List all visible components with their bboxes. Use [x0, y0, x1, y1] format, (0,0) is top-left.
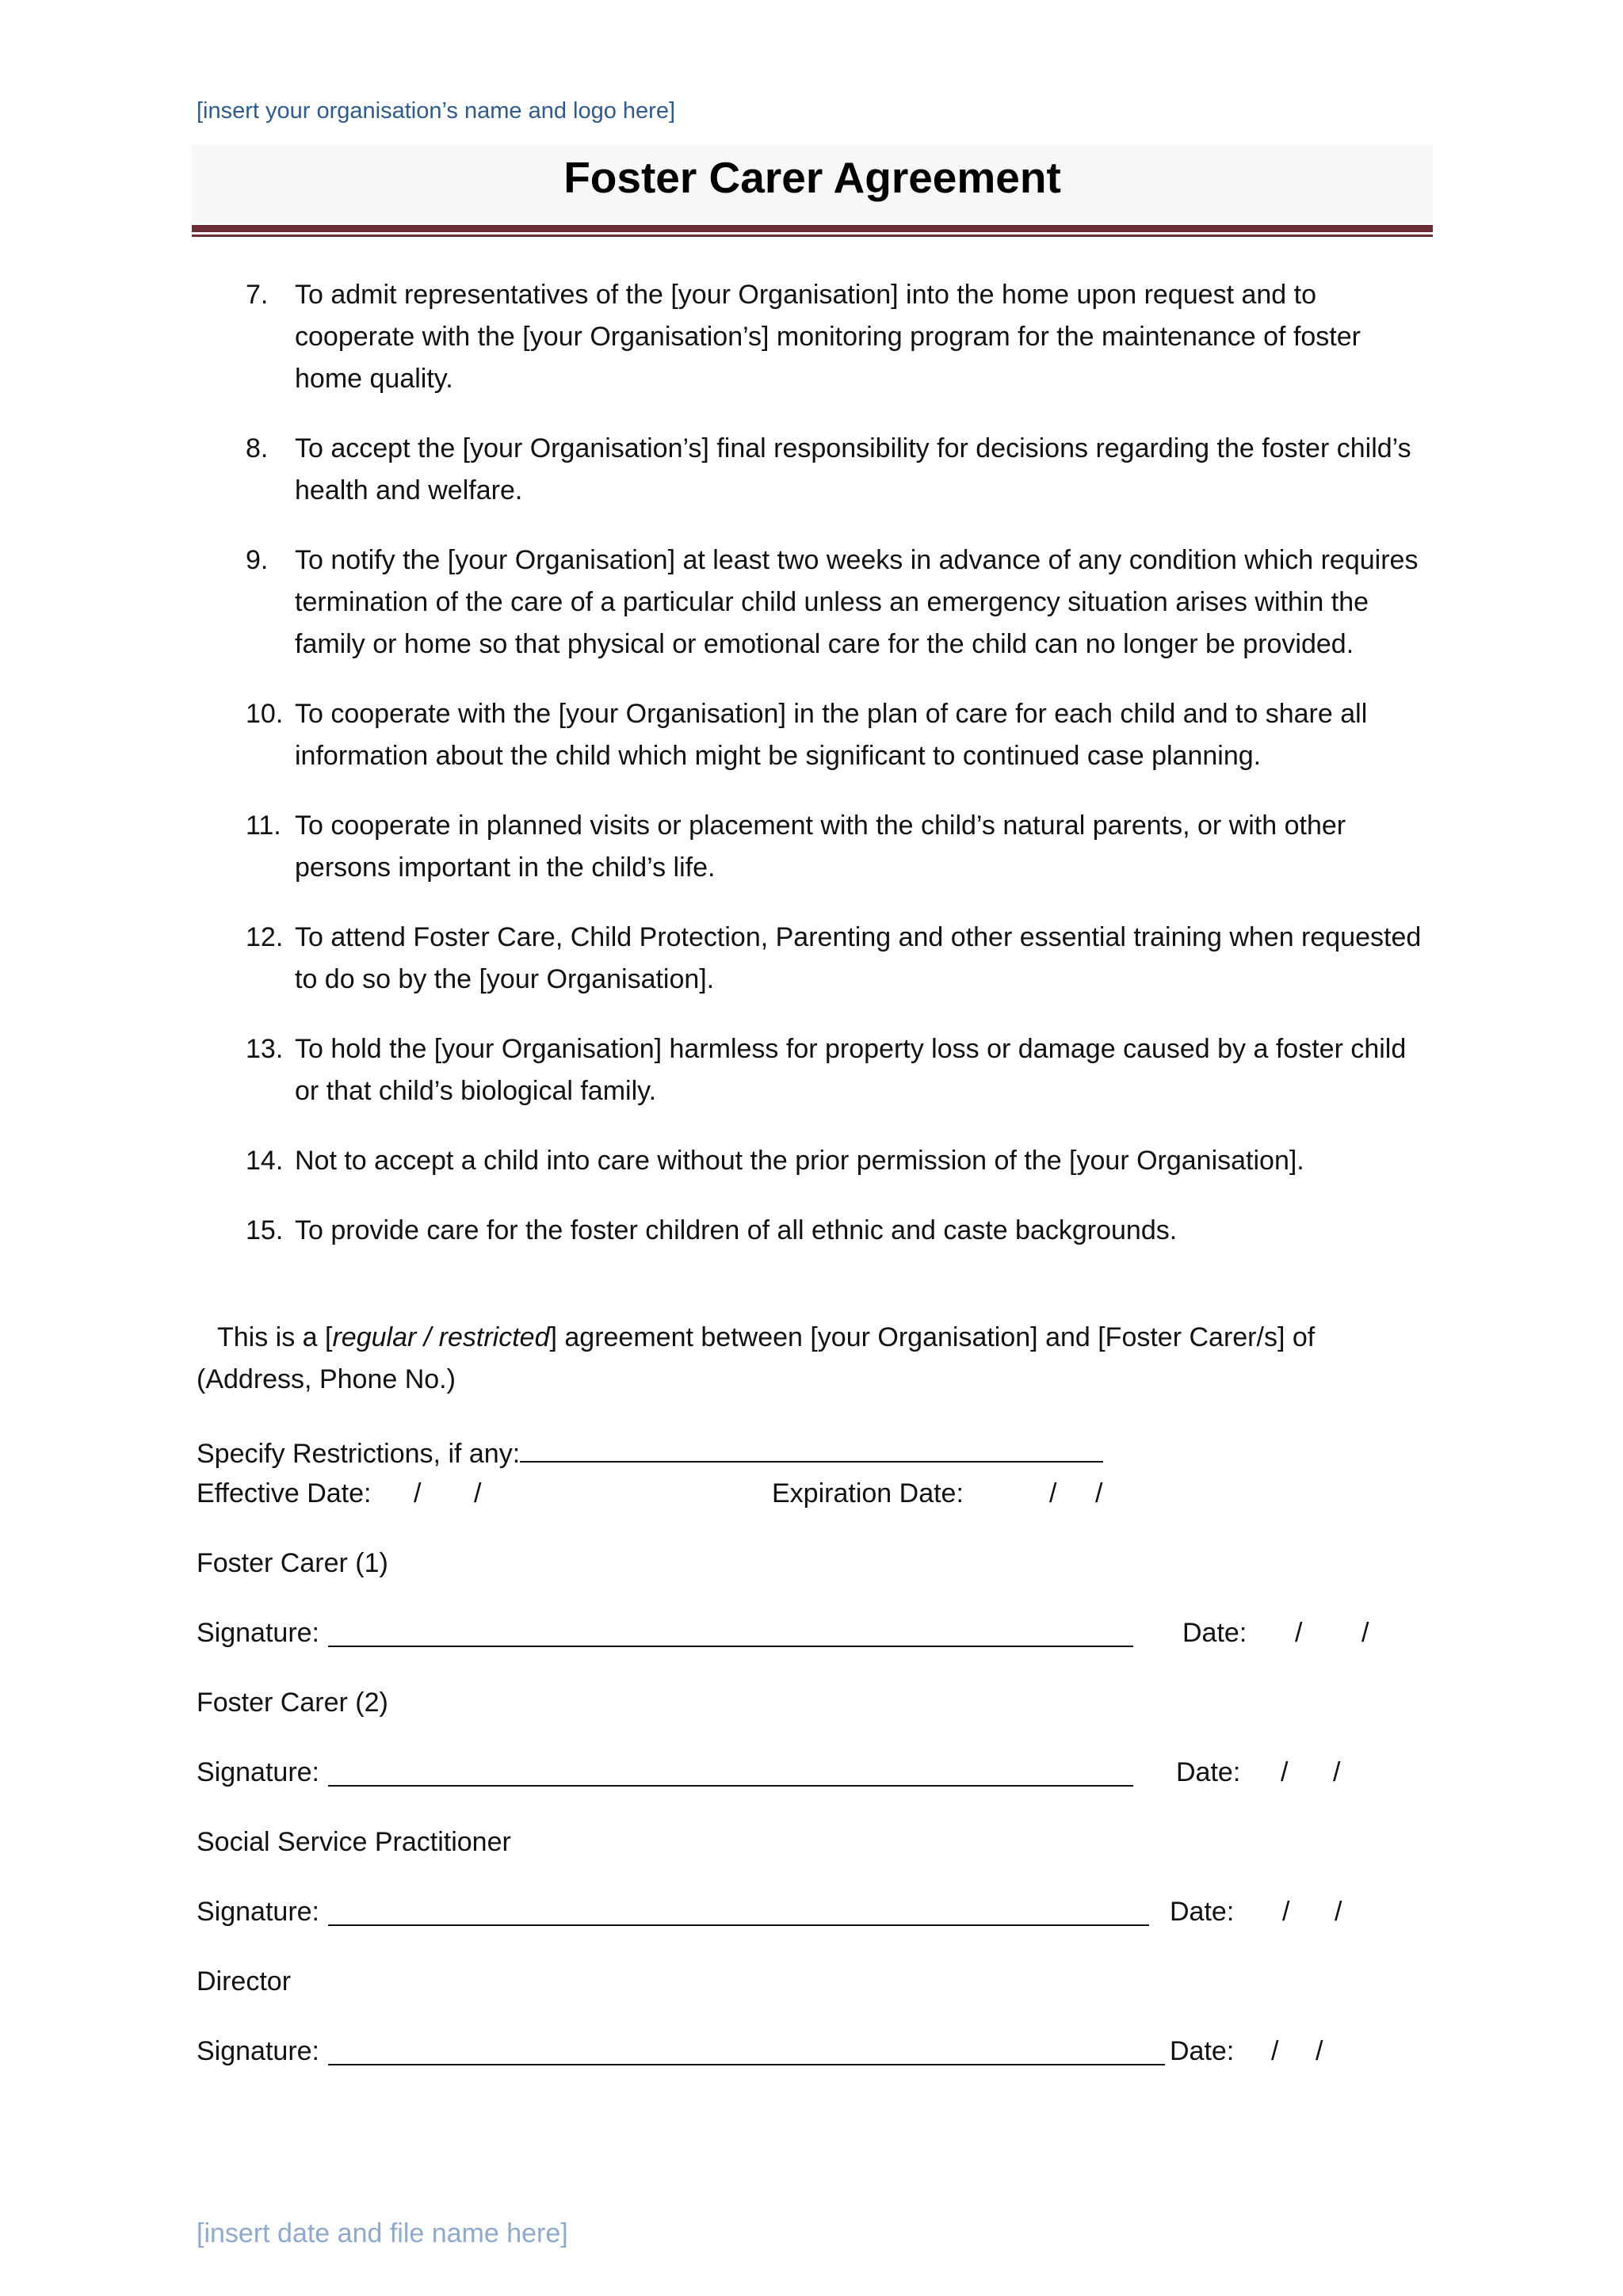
term-item — [246, 1028, 1434, 1112]
agreement-type-options[interactable]: regular / restricted — [332, 1322, 550, 1352]
term-number: 9. — [246, 545, 269, 575]
signature-field[interactable] — [328, 1894, 1149, 1926]
agreement-line-2: (Address, Phone No.) — [197, 1364, 456, 1394]
date-slash[interactable]: / — [1281, 1757, 1289, 1787]
term-number: 15. — [246, 1215, 284, 1245]
term-number: 8. — [246, 433, 269, 463]
signature-row — [197, 1891, 1433, 1933]
signature-label: Signature: — [197, 1618, 319, 1648]
date-label: Date: — [1176, 1757, 1241, 1787]
term-text: To attend Foster Care, Child Protection, Parenting and other essential training when requested to do so by the [your Organisation]. — [295, 922, 1422, 994]
signatory-role: Social Service Practitioner — [197, 1827, 511, 1857]
effective-date-slash[interactable]: / — [474, 1478, 482, 1508]
term-text: To provide care for the foster children of all ethnic and caste backgrounds. — [295, 1215, 1178, 1245]
agreement-prefix: This is a [ — [217, 1322, 333, 1352]
term-text: Not to accept a child into care without the prior permission of the [your Organisation]. — [295, 1146, 1304, 1176]
term-number: 14. — [246, 1146, 284, 1176]
term-item — [246, 540, 1434, 666]
title-rule-thin — [192, 235, 1433, 237]
signature-field[interactable] — [328, 1615, 1133, 1647]
signature-row — [197, 2031, 1433, 2073]
expiration-date-slash[interactable]: / — [1095, 1478, 1103, 1508]
date-slash[interactable]: / — [1333, 1757, 1341, 1787]
restrictions-field[interactable] — [520, 1431, 1103, 1463]
signature-label: Signature: — [197, 2036, 319, 2066]
title-rule-thick — [192, 225, 1433, 232]
term-item — [246, 274, 1434, 400]
date-slash[interactable]: / — [1295, 1618, 1303, 1648]
restrictions-label: Specify Restrictions, if any: — [197, 1439, 521, 1469]
terms-list — [246, 274, 1434, 1280]
term-number: 11. — [246, 810, 281, 841]
signatory-role: Foster Carer (1) — [197, 1548, 388, 1578]
term-number: 7. — [246, 280, 269, 310]
signatory-role: Director — [197, 1966, 292, 1997]
signature-field[interactable] — [328, 2034, 1165, 2065]
date-label: Date: — [1170, 2036, 1235, 2066]
signatory-role: Foster Carer (2) — [197, 1688, 388, 1718]
signature-row — [197, 1612, 1433, 1654]
term-text: To accept the [your Organisation’s] final responsibility for decisions regarding the foster child’s health and welfare. — [295, 433, 1411, 505]
date-slash[interactable]: / — [1282, 1897, 1290, 1927]
agreement-suffix: ] agreement between [your Organisation] and [Foster Carer/s] of — [549, 1322, 1316, 1352]
term-number: 12. — [246, 922, 284, 952]
term-text: To cooperate with the [your Organisation] in the plan of care for each child and to share all information about the child which might be significant to continued case planning. — [295, 699, 1368, 771]
effective-date-slash[interactable]: / — [414, 1478, 422, 1508]
term-text: To cooperate in planned visits or placement with the child’s natural parents, or with other persons important in the child’s life. — [295, 810, 1346, 883]
agreement-statement — [197, 1317, 1433, 1401]
footer-placeholder: [insert date and file name here] — [197, 2218, 568, 2248]
date-label: Date: — [1182, 1618, 1247, 1648]
term-item — [246, 428, 1434, 512]
signature-field[interactable] — [328, 1755, 1133, 1787]
date-slash[interactable]: / — [1335, 1897, 1342, 1927]
term-number: 13. — [246, 1034, 284, 1064]
signature-label: Signature: — [197, 1757, 319, 1787]
term-item — [246, 1140, 1434, 1182]
dates-row — [197, 1473, 1148, 1515]
term-text: To notify the [your Organisation] at least two weeks in advance of any condition which requires termination of the care of a particular child unless an emergency situation arises within the family or home so that physical or emotional care for the child can no longer be provided. — [295, 545, 1419, 659]
document-title: Foster Carer Agreement — [563, 153, 1061, 202]
term-item — [246, 917, 1434, 1001]
term-item — [246, 693, 1434, 777]
signature-label: Signature: — [197, 1897, 319, 1927]
effective-date-label: Effective Date: — [197, 1478, 372, 1508]
expiration-date-label: Expiration Date: — [772, 1478, 964, 1508]
term-text: To hold the [your Organisation] harmless for property loss or damage caused by a foster child or that child’s biological family. — [295, 1034, 1407, 1106]
term-number: 10. — [246, 699, 284, 729]
date-label: Date: — [1170, 1897, 1235, 1927]
agreement-line-1 — [197, 1317, 1433, 1359]
term-text: To admit representatives of the [your Organisation] into the home upon request and to cooperate with the [your Organisation’s] monitoring program for the maintenance of foster home quality. — [295, 280, 1361, 394]
date-slash[interactable]: / — [1316, 2036, 1323, 2066]
organisation-name-placeholder: [insert your organisation’s name and logo here] — [197, 98, 676, 124]
signature-row — [197, 1752, 1433, 1794]
expiration-date-slash[interactable]: / — [1049, 1478, 1057, 1508]
term-item — [246, 805, 1434, 889]
restrictions-row — [197, 1431, 1103, 1475]
term-item — [246, 1210, 1434, 1252]
date-slash[interactable]: / — [1271, 2036, 1279, 2066]
date-slash[interactable]: / — [1361, 1618, 1369, 1648]
